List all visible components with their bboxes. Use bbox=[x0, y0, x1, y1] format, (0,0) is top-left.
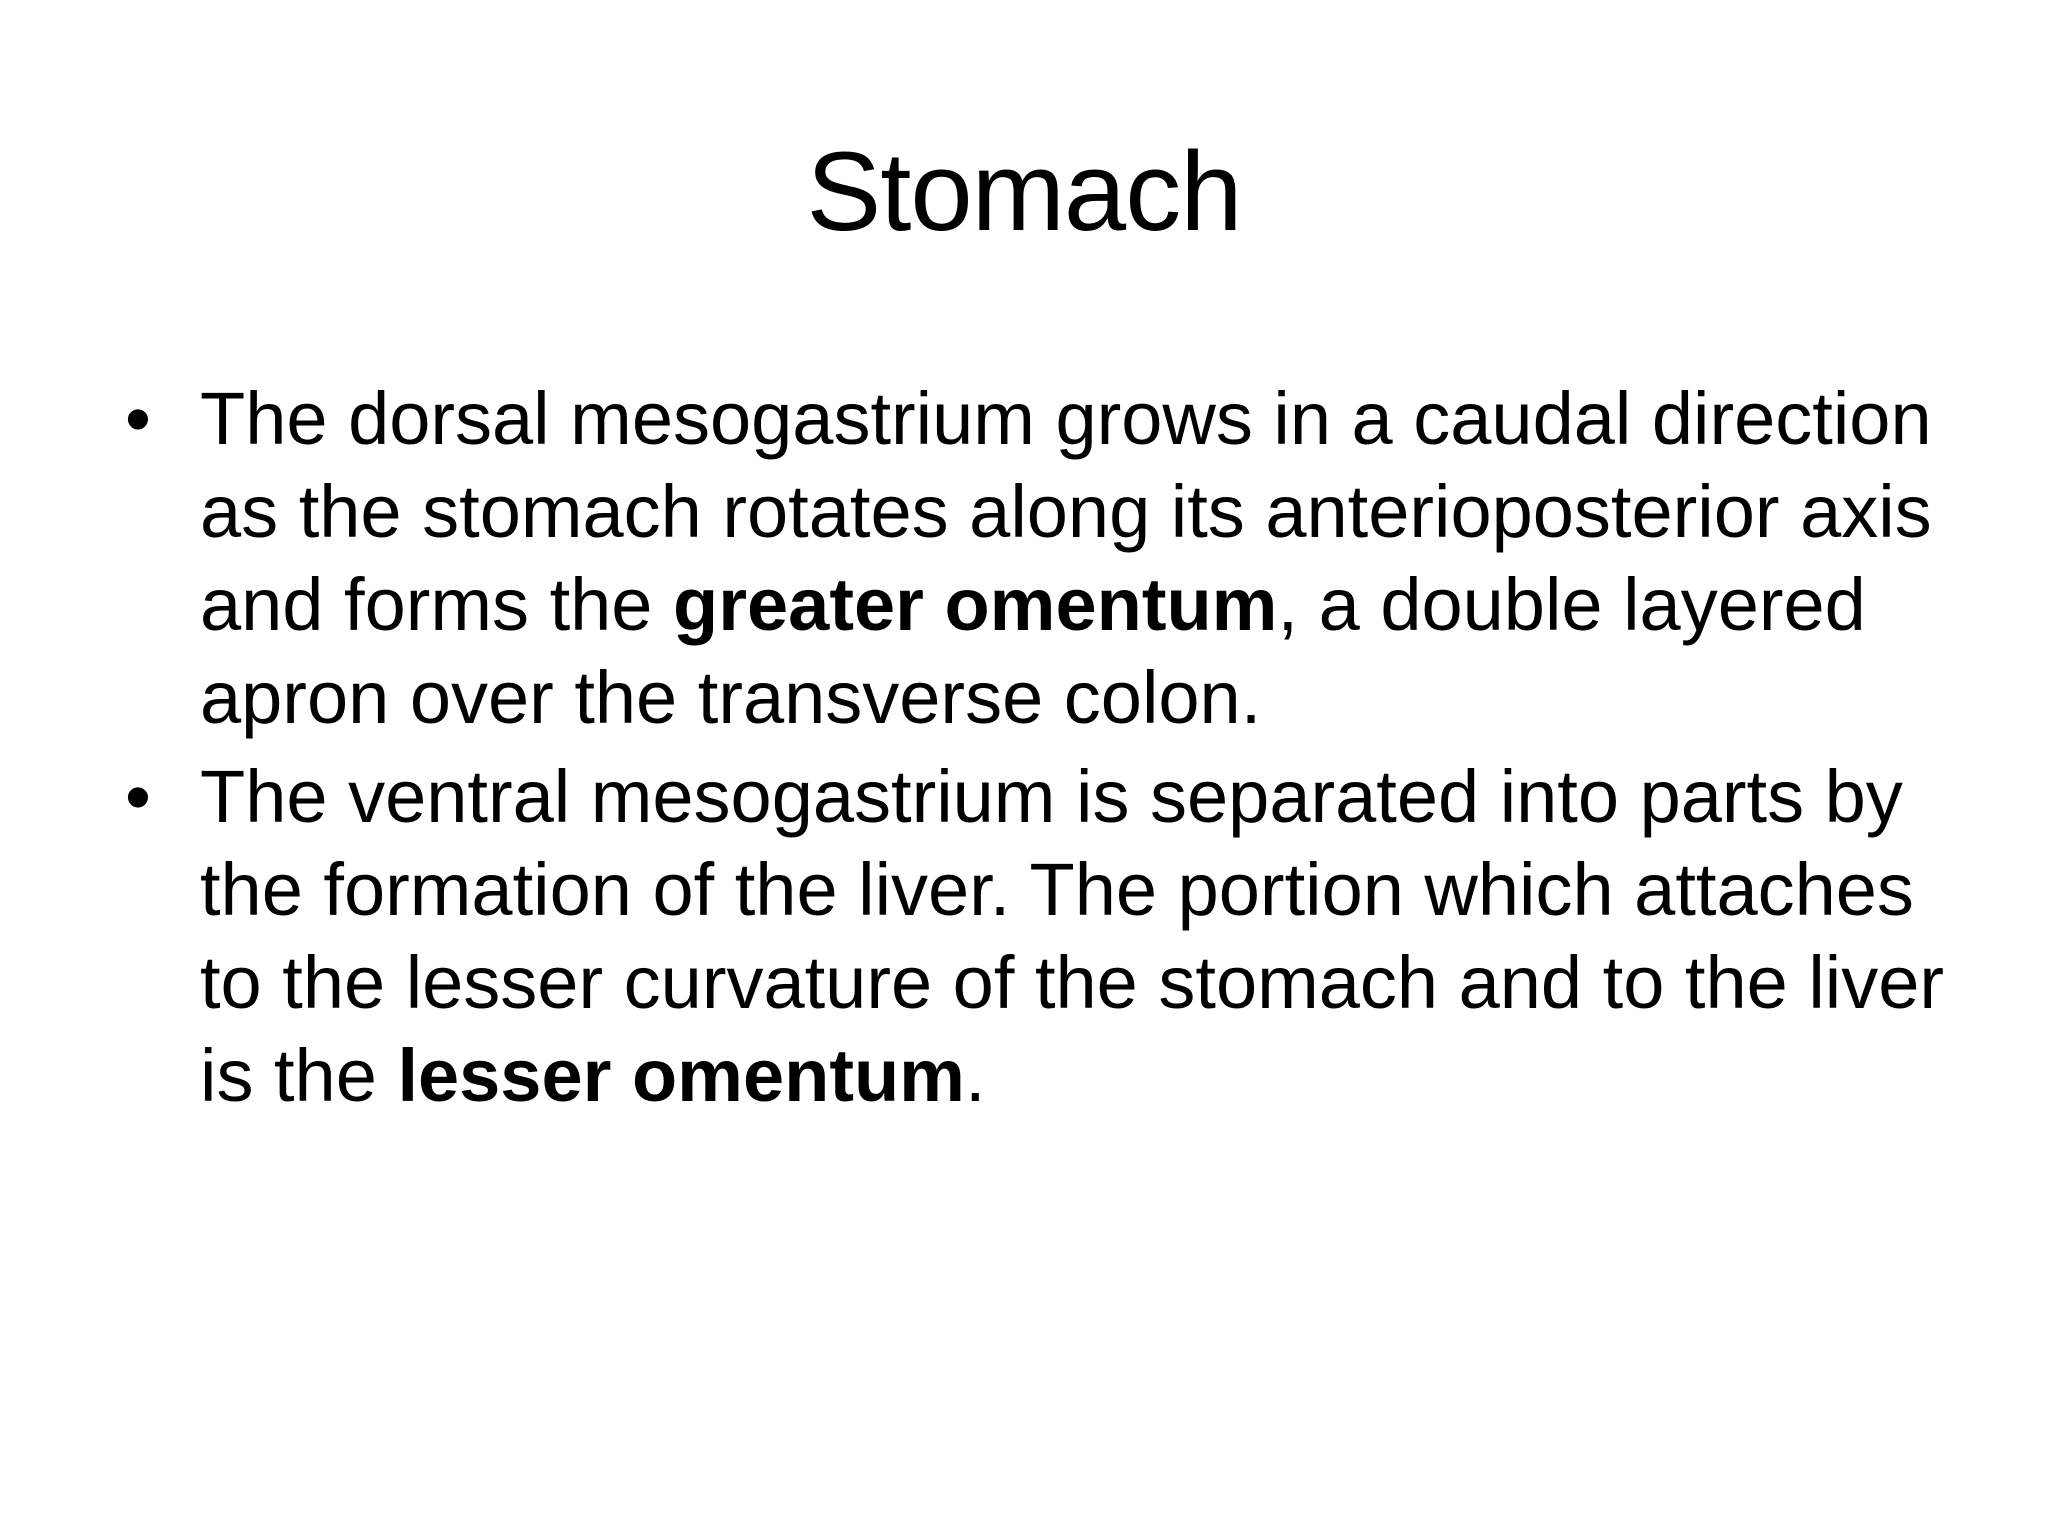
bullet-list bbox=[125, 372, 1970, 1128]
bullet-text-part: , a double layered apron over the transverse colon. bbox=[200, 563, 1866, 739]
bold-term-greater-omentum: greater omentum bbox=[673, 563, 1278, 646]
bullet-text bbox=[200, 377, 1932, 739]
bullet-text-part: The dorsal mesogastrium grows in a caudal direction as the stomach rotates along its anterioposterior axis and forms the bbox=[200, 377, 1932, 646]
bullet-text-part: . bbox=[964, 1034, 986, 1117]
bullet-symbol: • bbox=[125, 377, 151, 460]
bullet-item bbox=[125, 750, 1970, 1122]
slide-title: Stomach bbox=[806, 129, 1242, 254]
bullet-symbol: • bbox=[125, 755, 151, 838]
bold-term-lesser-omentum: lesser omentum bbox=[397, 1034, 965, 1117]
bullet-item bbox=[125, 372, 1970, 744]
bullet-text bbox=[200, 755, 1944, 1117]
bullet-text-part: The ventral mesogastrium is separated into parts by the formation of the liver. The portion which attaches to the lesser curvature of the stomach and to the liver is the bbox=[200, 755, 1945, 1117]
